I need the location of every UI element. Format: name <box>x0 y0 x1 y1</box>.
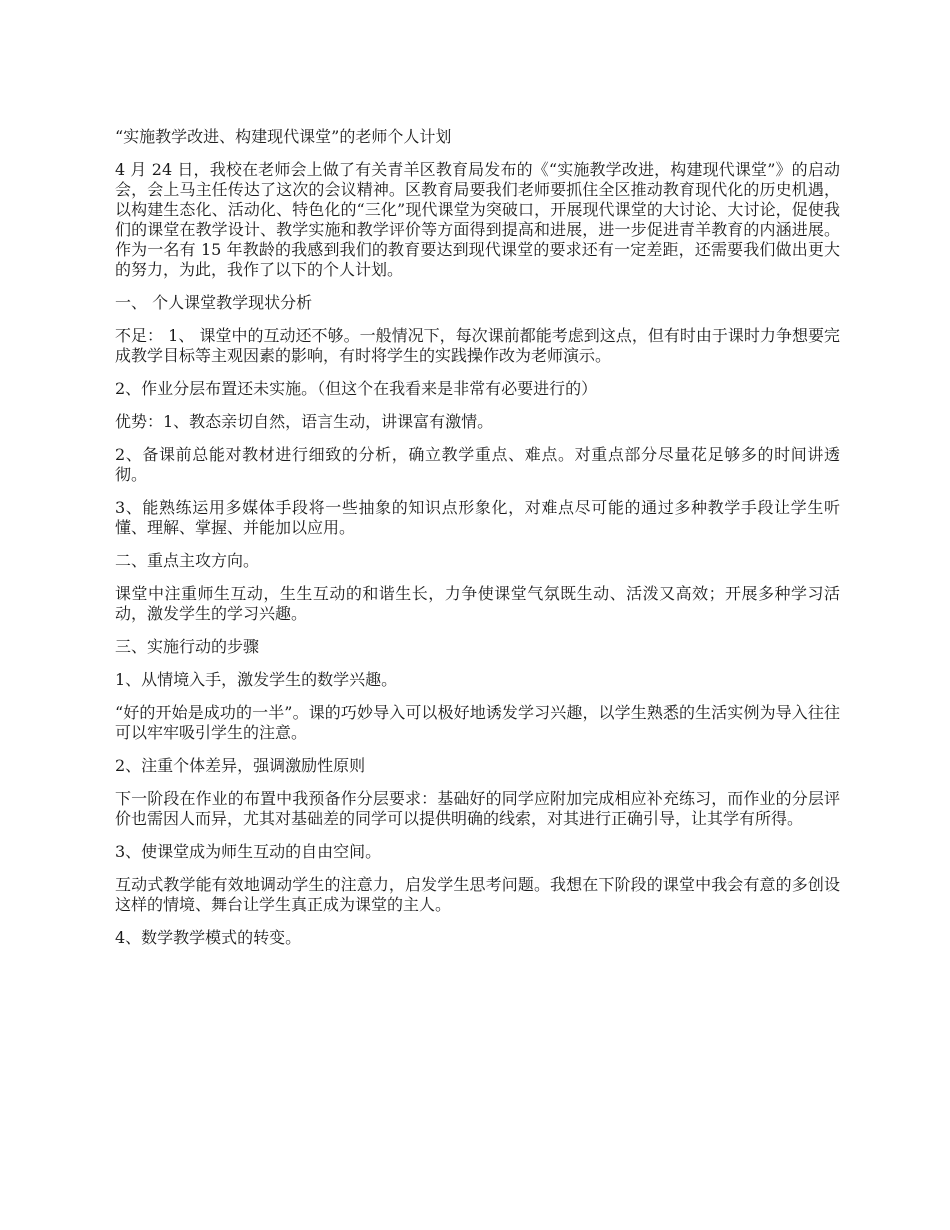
step-heading-1: 1、从情境入手，激发学生的数学兴趣。 <box>115 670 398 689</box>
paragraph-step-2: 下一阶段在作业的布置中我预备作分层要求：基础好的同学应附加完成相应补充练习，而作业的分层评价也需因人而异，尤其对基础差的同学可以提供明确的线索，对其进行正确引导，让其学有所得。 <box>115 789 840 828</box>
paragraph-strength-3: 3、能熟练运用多媒体手段将一些抽象的知识点形象化，对难点尽可能的通过多种教学手段让学生听懂、理解、掌握、并能加以应用。 <box>115 498 840 537</box>
paragraph-strength-2: 2、备课前总能对教材进行细致的分析，确立教学重点、难点。对重点部分尽量花足够多的时间讲透彻。 <box>115 445 840 484</box>
document-page <box>115 127 840 961</box>
paragraph-step-1: “好的开始是成功的一半”。课的巧妙导入可以极好地诱发学习兴趣，以学生熟悉的生活实例为导入往往可以牢牢吸引学生的注意。 <box>115 703 840 742</box>
paragraph-weakness-2: 2、作业分层布置还未实施。（但这个在我看来是非常有必要进行的） <box>115 379 598 398</box>
paragraph-focus: 课堂中注重师生互动，生生互动的和谐生长，力争使课堂气氛既生动、活泼又高效；开展多种学习活动，激发学生的学习兴趣。 <box>115 584 840 623</box>
section-heading-3: 三、实施行动的步骤 <box>115 637 260 656</box>
step-heading-3: 3、使课堂成为师生互动的自由空间。 <box>115 842 382 861</box>
section-heading-1: 一、 个人课堂教学现状分析 <box>115 293 313 312</box>
step-heading-4: 4、数学教学模式的转变。 <box>115 928 302 947</box>
paragraph-weakness-1: 不足： 1、 课堂中的互动还不够。一般情况下，每次课前都能考虑到这点，但有时由于课时力争想要完成教学目标等主观因素的影响，有时将学生的实践操作改为老师演示。 <box>115 326 840 365</box>
section-heading-2: 二、重点主攻方向。 <box>115 551 260 570</box>
paragraph-step-3: 互动式教学能有效地调动学生的注意力，启发学生思考问题。我想在下阶段的课堂中我会有意的多创设这样的情境、舞台让学生真正成为课堂的主人。 <box>115 875 840 914</box>
step-heading-2: 2、注重个体差异，强调激励性原则 <box>115 756 366 775</box>
paragraph-intro: 4 月 24 日，我校在老师会上做了有关青羊区教育局发布的《“实施教学改进，构建现代课堂”》的启动会，会上马主任传达了这次的会议精神。区教育局要我们老师要抓住全区推动教育现代化的历史机遇，以构建生态化、活动化、特色化的“三化”现代课堂为突破口，开展现代课堂的大讨论、大讨论，促使我们的课堂在教学设计、教学实施和教学评价等方面得到提高和进展，进一步促进青羊教育的内涵进展。作为一名有 15 年教龄的我感到我们的教育要达到现代课堂的要求还有一定差距，还需要我们做出更大的努力，为此，我作了以下的个人计划。 <box>115 160 840 279</box>
paragraph-strength-1: 优势：1、教态亲切自然，语言生动，讲课富有激情。 <box>115 412 494 431</box>
document-title: “实施教学改进、构建现代课堂”的老师个人计划 <box>115 127 452 146</box>
